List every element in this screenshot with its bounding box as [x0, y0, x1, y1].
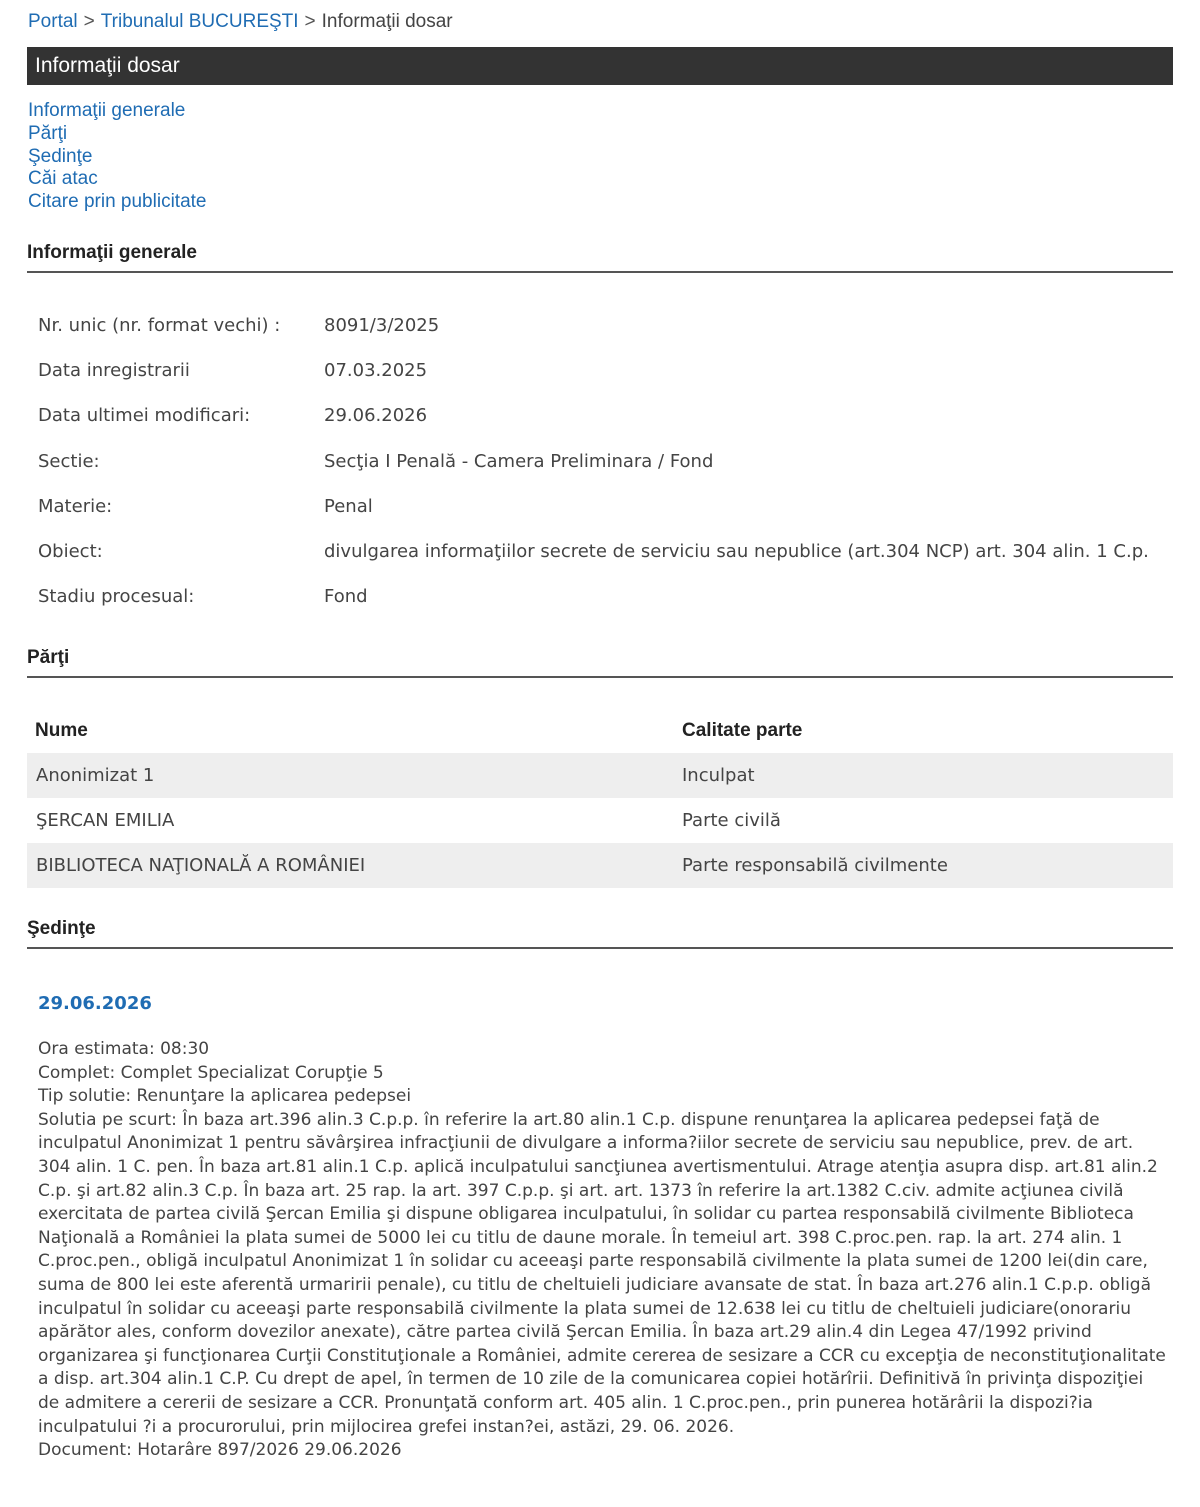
breadcrumb [28, 8, 453, 36]
info-value: 29.06.2026 [324, 405, 428, 427]
hearing-document: Document: Hotarâre 897/2026 29.06.2026 [38, 1440, 402, 1461]
info-row-procedural-stage [38, 574, 1149, 619]
info-value: divulgarea informaţiilor secrete de serviciu sau nepublice (art.304 NCP) art. 304 alin. 1 C.p. [324, 540, 1149, 562]
info-label: Nr. unic (nr. format vechi) : [38, 315, 281, 336]
party-role: Parte civilă [682, 810, 781, 831]
column-header-role: Calitate parte [682, 720, 803, 741]
info-label: Obiect: [38, 540, 103, 562]
info-value: 07.03.2025 [324, 360, 428, 382]
breadcrumb-portal-link[interactable]: Portal [28, 11, 78, 32]
parties-table-header [27, 708, 1173, 753]
info-label: Data inregistrarii [38, 360, 190, 382]
info-value: Secţia I Penală - Camera Preliminara / Fond [324, 450, 714, 472]
general-info-section-title: Informaţii generale [27, 238, 1173, 273]
party-name: ŞERCAN EMILIA [36, 810, 175, 831]
table-row [27, 843, 1173, 888]
hearing-panel: Complet: Complet Specializat Corupţie 5 [38, 1062, 384, 1083]
party-role: Inculpat [682, 765, 755, 786]
hearing-estimated-time: Ora estimata: 08:30 [38, 1039, 210, 1059]
breadcrumb-current: Informaţii dosar [321, 11, 453, 32]
column-header-name: Nume [35, 720, 88, 741]
info-label: Sectie: [38, 450, 100, 472]
table-row [27, 753, 1173, 798]
quicklink-general-info[interactable]: Informaţii generale [28, 100, 186, 121]
info-row-object [38, 529, 1149, 574]
table-row [27, 798, 1173, 843]
hearing-solution-summary: Solutia pe scurt: În baza art.396 alin.3 C.p.p. în referire la art.80 alin.1 C.p. dispune renunţarea la aplicarea pedepsei faţă de inculpatul Anonimizat 1 pentru săvârşirea infracţiunii de divulgare a informa?iilor secrete de serviciu sau nepublice, prev. de art. 304 alin. 1 C. pen. În baza art.81 alin.1 C.p. aplică inculpatului sancţiunea avertismentului. Atrage atenţia asupra disp. art.81 alin.2 C.p. şi art.82 alin.3 C.p. În baza art. 25 rap. la art. 397 C.p.p. şi art. art. 1373 în referire la art.1382 C.civ. admite acţiunea civilă exercitata de partea civilă Şercan Emilia şi dispune obligarea inculpatului, în solidar cu partea responsabilă civilmente Biblioteca Naţională a României la plata sumei de 5000 lei cu titlu de daune morale. În temeiul art. 398 C.proc.pen. rap. la art. 274 alin. 1 C.proc.pen., obligă inculpatul Anonimizat 1 în solidar cu aceeaşi parte responsabilă civilmente la plata sumei de 1200 lei(din care, suma de 800 lei este aferentă urmaririi penale), cu titlu de cheltuieli judiciare avansate de stat. În baza art.276 alin.1 C.p.p. obligă inculpatul în solidar cu aceeaşi parte responsabilă civilmente la plata sumei de 12.638 lei cu titlu de cheltuieli judiciare(onorariu apărător ales, conform dovezilor anexate), către partea civilă Şercan Emilia. În baza art.29 alin.4 din Legea 47/1992 privind organizarea şi funcţionarea Curţii Constituţionale a României, admite cererea de sesizare a CCR cu excepţia de neconstituţionalitate a disp. art.304 alin.1 C.P. Cu drept de apel, în termen de 10 zile de la comunicarea copiei hotărîrii. Definitivă în privinţa dispoziţiei de admitere a cererii de sesizare a CCR. Pronunţată conform art. 405 alin. 1 C.proc.pen., prin punerea hotărârii la dispozi?ia inculpatului ?i a procurorului, prin mijlocirea grefei instan?ei, astăzi, 29. 06. 2026. [38, 1109, 1166, 1437]
party-name: Anonimizat 1 [36, 765, 155, 786]
hearing-date: 29.06.2026 [38, 993, 152, 1014]
info-value: 8091/3/2025 [324, 315, 440, 336]
info-value: Penal [324, 495, 373, 517]
breadcrumb-tribunal-link[interactable]: Tribunalul BUCUREŞTI [100, 11, 299, 32]
info-value: Fond [324, 586, 368, 608]
quicklink-appeals[interactable]: Căi atac [28, 168, 98, 190]
quicklink-parties[interactable]: Părţi [28, 122, 68, 144]
page-title: Informaţii dosar [27, 47, 1173, 85]
parties-table [27, 708, 1173, 888]
hearing-solution-type: Tip solutie: Renunţare la aplicarea pedepsei [38, 1086, 412, 1107]
info-row-last-modified [38, 393, 1149, 438]
party-role: Parte responsabilă civilmente [682, 855, 948, 876]
general-info-table [38, 303, 1149, 619]
party-name: BIBLIOTECA NAŢIONALĂ A ROMÂNIEI [36, 855, 366, 876]
parties-section-title: Părţi [27, 643, 1173, 678]
breadcrumb-separator: > [83, 11, 95, 32]
info-label: Materie: [38, 495, 113, 517]
breadcrumb-separator: > [304, 11, 316, 32]
info-row-registration-date [38, 348, 1149, 393]
section-quicklinks [28, 100, 206, 214]
hearings-section-title: Şedinţe [27, 914, 1173, 949]
quicklink-hearings[interactable]: Şedinţe [28, 145, 93, 167]
quicklink-public-summons[interactable]: Citare prin publicitate [28, 191, 207, 213]
info-row-case-number [38, 303, 1149, 348]
info-row-subject-matter [38, 484, 1149, 529]
info-row-section [38, 439, 1149, 484]
info-label: Data ultimei modificari: [38, 405, 251, 427]
info-label: Stadiu procesual: [38, 586, 195, 608]
hearing-details [38, 1038, 1168, 1463]
